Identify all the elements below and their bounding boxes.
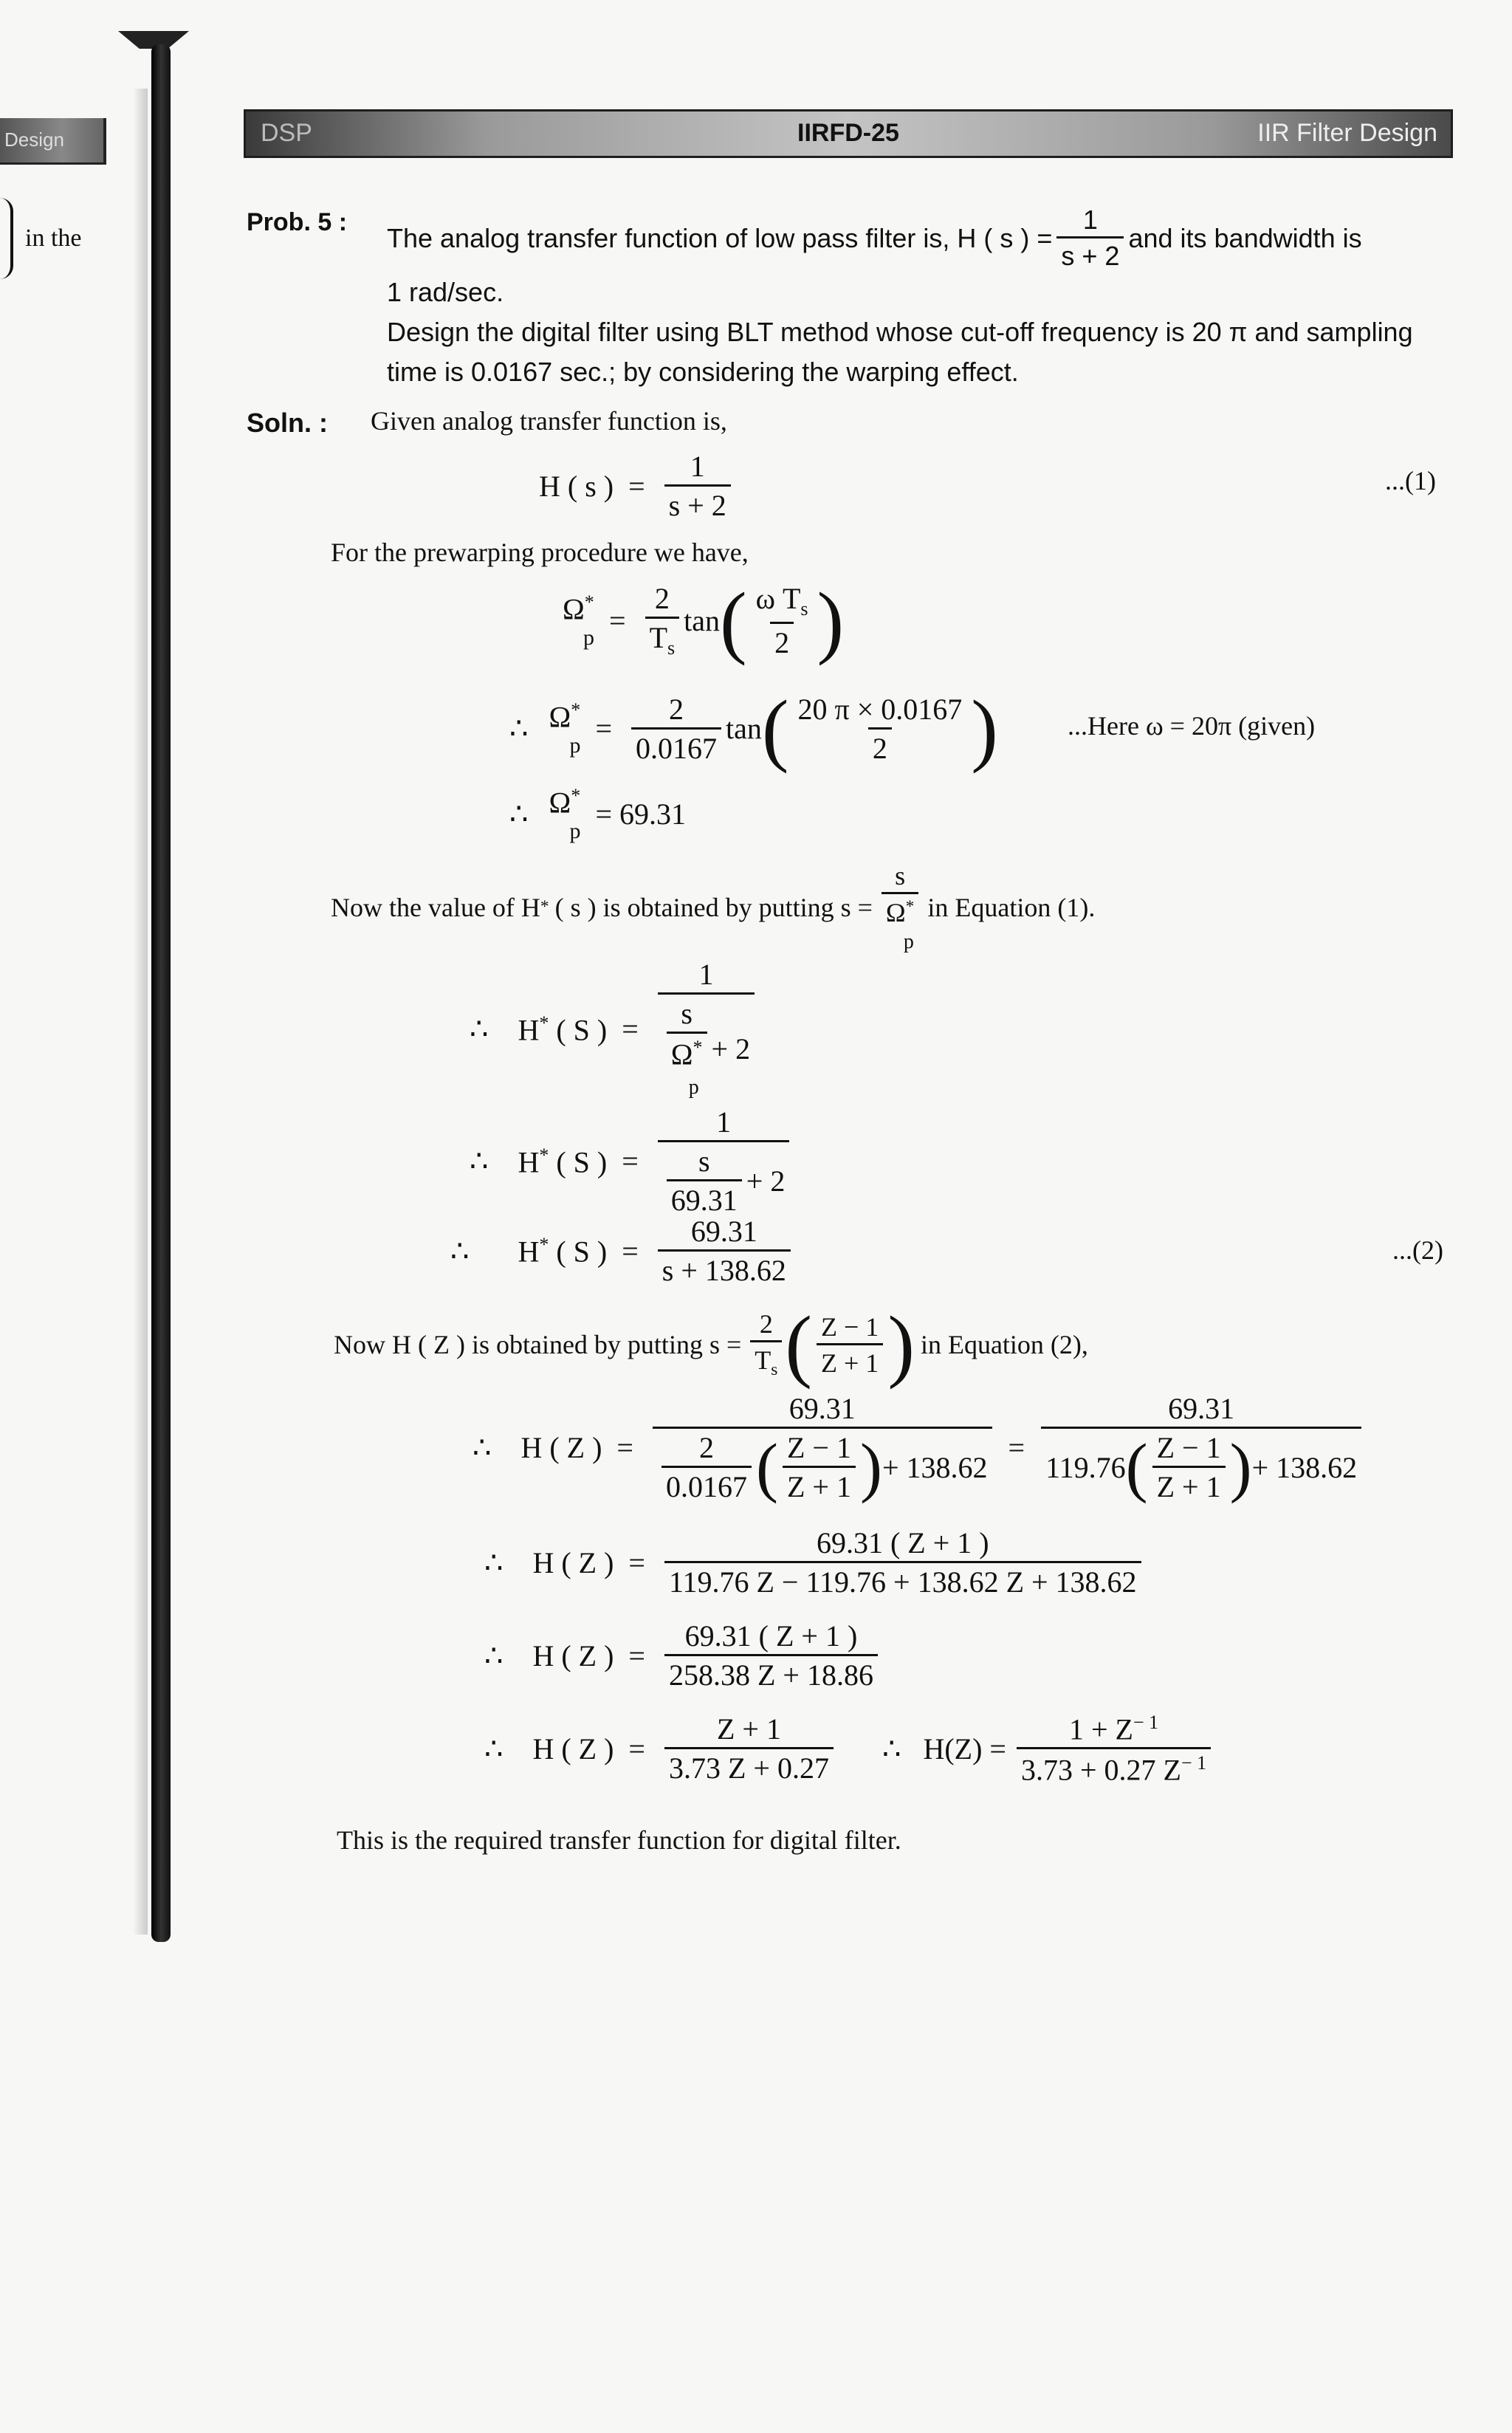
eq2-tag: ...(2)	[1392, 1235, 1443, 1265]
hs3-fraction: $\frac{69.31}{s + 138.62}$	[658, 1217, 791, 1286]
hs-equation-1: ∴ H* ( S ) = 1 s Ω* p + 2	[470, 960, 759, 1099]
eq1-num: 1	[690, 450, 705, 483]
hz2-fraction: $\frac{69.31 ( Z + 1 )}{119.76 Z - 119.76 + 138.62 Z + 138.62}$	[664, 1528, 1141, 1597]
binding-shade	[133, 89, 148, 1935]
header-right-text: IIR Filter Design	[1257, 119, 1437, 147]
problem-line-2: 1 rad/sec.	[387, 277, 504, 307]
hs-equation-3: ∴ H* ( S ) = $\frac{69.31}{s + 138.62}$	[450, 1217, 795, 1286]
hz1-fraction-a: 69.31 $\frac{2}{0.0167}$ ( $\frac{Z - 1}{Z + 1}$ ) + 138.62	[653, 1394, 992, 1502]
hz1-fraction-b: 69.31 119.76 ( $\frac{Z - 1}{Z + 1}$ ) + 138.62	[1041, 1394, 1361, 1502]
prewarp2-coef: $\frac{2}{0.0167}$	[631, 695, 721, 763]
omega-value: = 69.31	[595, 797, 687, 831]
substitution-fraction: s Ω* p	[882, 862, 918, 953]
hs2-fraction: 1 $\frac{s}{69.31}$ + 2	[658, 1108, 790, 1215]
problem-tf-fraction	[1056, 207, 1124, 270]
hz-equation-3: ∴ H ( Z ) = $\frac{69.31 ( Z + 1 )}{258.38 Z + 18.86}$	[484, 1622, 882, 1690]
prewarp1-arg: $\frac{\omega T_s}{2}$	[755, 582, 808, 659]
left-tab-text: Design	[4, 128, 64, 151]
equation-1: H ( s ) = $\frac{1}{s + 2}$	[539, 452, 735, 521]
solution-intro: Given analog transfer function is,	[371, 406, 727, 436]
left-margin-text: in the	[25, 224, 82, 252]
left-page-bracket	[0, 198, 13, 279]
book-binding	[151, 44, 171, 1942]
problem-tf-num: 1	[1082, 205, 1098, 235]
eq1-tag: ...(1)	[1385, 466, 1436, 495]
eq1-den: s + 2	[664, 484, 731, 521]
prewarp1-coef: $\frac{2}{T_s}$	[645, 584, 680, 658]
hz-equation-1: ∴ H ( Z ) = 69.31 $\frac{2}{0.0167}$ ( $\frac{Z - 1}{Z + 1}$ ) + 138.62 = 69.31 119.76 ( $\frac{Z - 1}{Z + 1}$ ) + 138.62	[472, 1394, 1366, 1502]
prewarp-equation-3: ∴ Ω* p = 69.31	[509, 785, 687, 844]
problem-line-3: Design the digital filter using BLT method whose cut-off frequency is 20 π and sampling	[387, 317, 1413, 347]
hz-equation-4: ∴ H ( Z ) = $\frac{Z + 1}{3.73 Z + 0.27}$ ∴ H(Z) = $\frac{1 + Z^{- 1}}{3.73 + 0.27 Z^{- 1}}$	[484, 1713, 1215, 1785]
problem-tf-den: s + 2	[1056, 236, 1124, 270]
prewarp-intro: For the prewarping procedure we have,	[331, 538, 749, 567]
problem-text-2: and its bandwidth is	[1128, 222, 1362, 253]
page-header-bar	[244, 109, 1453, 158]
prewarp2-arg: $\frac{20 \pi \times 0.0167}{2}$	[797, 692, 963, 765]
hz3-fraction: $\frac{69.31 ( Z + 1 )}{258.38 Z + 18.86}$	[664, 1622, 878, 1690]
substitution-sentence: Now the value of H * ( s ) is obtained by putting s = s Ω* p in Equation (1).	[331, 861, 1096, 953]
solution-label: Soln. :	[247, 408, 328, 438]
problem-text-1: The analog transfer function of low pass filter is, H ( s ) =	[387, 222, 1053, 253]
problem-line-4: time is 0.0167 sec.; by considering the warping effect.	[387, 357, 1019, 387]
prewarp-equation-2: ∴ Ω* p = $\frac{2}{0.0167}$ tan ( $\frac{20 \pi \times 0.0167}{2}$ )	[509, 684, 998, 774]
omega-symbol: Ω	[563, 592, 585, 626]
hz4-fraction: $\frac{Z + 1}{3.73 Z + 0.27}$	[664, 1715, 834, 1783]
left-page-tab	[0, 118, 106, 165]
blt-sentence: Now H ( Z ) is obtained by putting s = $\frac{2}{T_s}$ ( $\frac{Z - 1}{Z + 1}$ ) in Equation (2),	[334, 1300, 1088, 1390]
hz4-final-fraction: $\frac{1 + Z^{- 1}}{3.73 + 0.27 Z^{- 1}}$	[1017, 1713, 1211, 1785]
conclusion-text: This is the required transfer function for digital filter.	[337, 1825, 901, 1855]
problem-label: Prob. 5 :	[247, 208, 348, 236]
header-left-text: DSP	[261, 119, 312, 147]
prewarp2-note: ...Here ω = 20π (given)	[1068, 711, 1316, 741]
hs-equation-2: ∴ H* ( S ) = 1 $\frac{s}{69.31}$ + 2	[470, 1108, 794, 1215]
eq1-lhs: H ( s )	[539, 469, 614, 503]
hz-equation-2: ∴ H ( Z ) = $\frac{69.31 ( Z + 1 )}{119.76 Z - 119.76 + 138.62 Z + 138.62}$	[484, 1528, 1146, 1597]
page-code: IIRFD-25	[797, 119, 899, 147]
hs1-fraction: 1 s Ω* p + 2	[658, 960, 755, 1099]
eq1-fraction	[664, 452, 731, 521]
prewarp-equation-1: Ω* p = $\frac{2}{T_s}$ tan ( $\frac{\omega T_s}{2}$ )	[563, 576, 845, 666]
problem-line-1	[387, 207, 1362, 270]
tan-label: tan	[684, 604, 720, 637]
